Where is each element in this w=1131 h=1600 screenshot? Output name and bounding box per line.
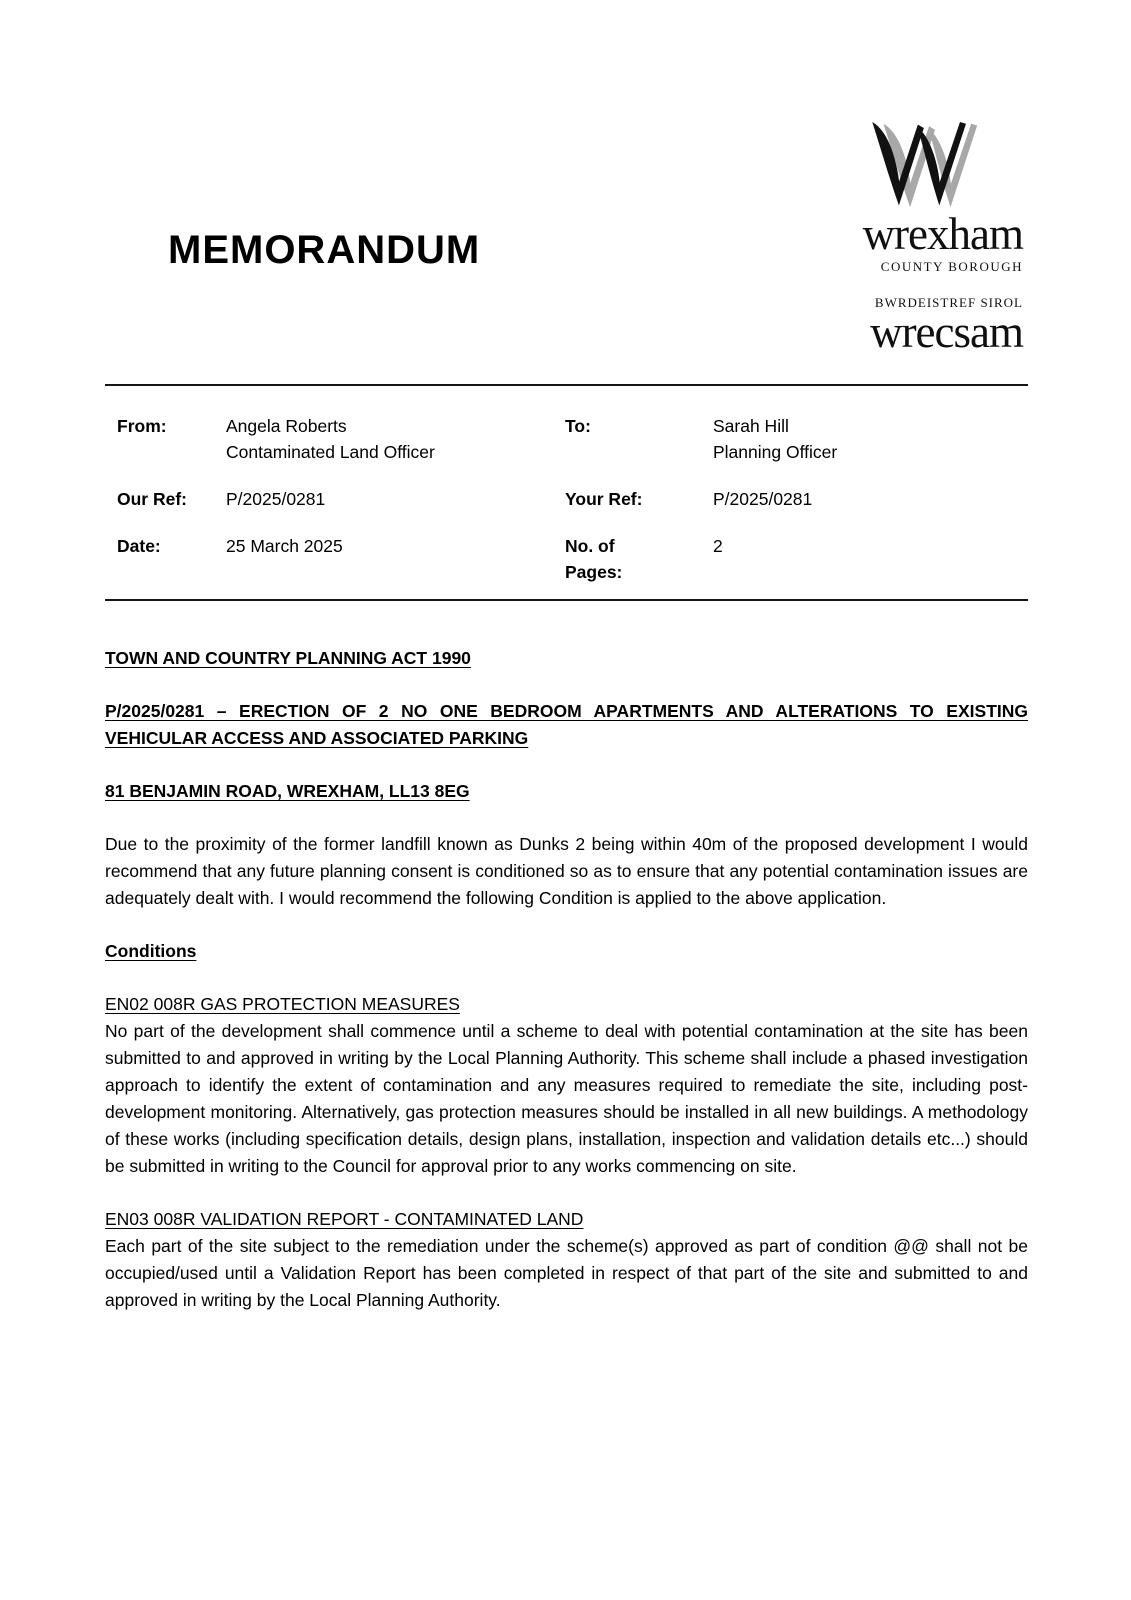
logo-welsh-subtitle: BWRDEISTREF SIROL xyxy=(874,294,1023,310)
condition-en02-text: No part of the development shall commence until a scheme to deal with potential contamination at the site has been submitted to and approved in writing by the Local Planning Authority. This scheme shall include a phased investigation approach to identify the extent of contamination and any measures required to remediate the site, including post-development monitoring. Alternatively, gas protection measures should be installed in all new buildings. A methodology of these works (including specification details, design plans, installation, inspection and validation details etc...) should be submitted in writing to the Council for approval prior to any works commencing on site. xyxy=(105,1021,1028,1176)
condition-en03 xyxy=(105,1206,1028,1314)
conditions-heading: Conditions xyxy=(105,941,197,961)
condition-en03-text: Each part of the site subject to the remediation under the scheme(s) approved as part of condition @@ shall not be occupied/used until a Validation Report has been completed in respect of that part of the site and submitted to and approved in writing by the Local Planning Authority. xyxy=(105,1236,1028,1310)
date-value: 25 March 2025 xyxy=(226,536,343,556)
from-role: Contaminated Land Officer xyxy=(226,442,435,462)
intro-paragraph: Due to the proximity of the former landfill known as Dunks 2 being within 40m of the proposed development I would recommend that any future planning consent is conditioned so as to ensure that any potential contamination issues are adequately dealt with. I would recommend the following Condition is applied to the above application. xyxy=(105,834,1028,908)
memo-meta-table xyxy=(117,413,1023,585)
condition-en02-title: EN02 008R GAS PROTECTION MEASURES xyxy=(105,994,460,1014)
condition-en02 xyxy=(105,991,1028,1180)
our-ref-value: P/2025/0281 xyxy=(226,489,326,509)
to-role: Planning Officer xyxy=(713,442,838,462)
to-label: To: xyxy=(565,416,591,436)
our-ref-label: Our Ref: xyxy=(117,489,187,509)
to-name: Sarah Hill xyxy=(713,416,789,436)
pages-label: No. of Pages: xyxy=(565,536,623,582)
wrexham-w-icon xyxy=(867,122,979,208)
wrexham-council-logo xyxy=(823,122,1023,358)
condition-en03-title: EN03 008R VALIDATION REPORT - CONTAMINATED LAND xyxy=(105,1209,584,1229)
memo-content xyxy=(105,645,1028,1340)
address-heading: 81 BENJAMIN ROAD, WREXHAM, LL13 8EG xyxy=(105,781,470,801)
header-divider xyxy=(105,384,1028,386)
logo-english-subtitle: COUNTY BOROUGH xyxy=(880,259,1023,274)
from-name: Angela Roberts xyxy=(226,416,347,436)
logo-english-name: wrexham xyxy=(862,209,1023,259)
memo-title: MEMORANDUM xyxy=(168,228,481,272)
from-value xyxy=(226,413,565,465)
from-label: From: xyxy=(117,416,167,436)
your-ref-label: Your Ref: xyxy=(565,489,643,509)
act-heading: TOWN AND COUNTRY PLANNING ACT 1990 xyxy=(105,648,471,668)
to-value xyxy=(713,413,1023,465)
pages-value: 2 xyxy=(713,536,723,556)
logo-welsh-name: wrecsam xyxy=(870,307,1023,358)
meta-divider xyxy=(105,599,1028,601)
date-label: Date: xyxy=(117,536,161,556)
proposal-heading: P/2025/0281 – ERECTION OF 2 NO ONE BEDROOM APARTMENTS AND ALTERATIONS TO EXISTING VEHICULAR ACCESS AND ASSOCIATED PARKING xyxy=(105,701,1028,748)
your-ref-value: P/2025/0281 xyxy=(713,489,813,509)
